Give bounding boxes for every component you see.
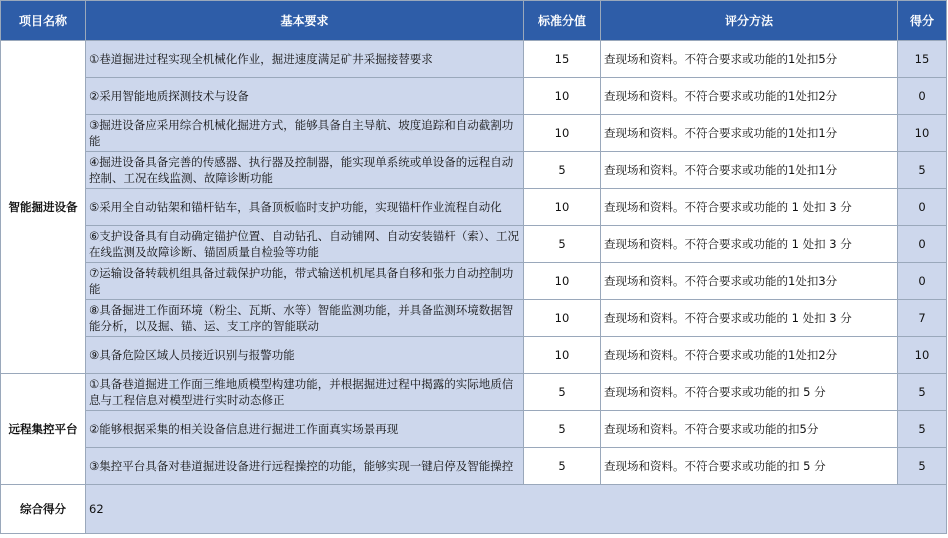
header-basic-requirement: 基本要求: [86, 1, 524, 41]
header-standard-score: 标准分值: [524, 1, 601, 41]
requirement-cell: ③集控平台具备对巷道掘进设备进行远程操控的功能，能够实现一键启停及智能操控: [86, 448, 524, 485]
score-cell: 0: [898, 226, 947, 263]
header-scoring-method: 评分方法: [601, 1, 898, 41]
total-score-label: 综合得分: [1, 485, 86, 534]
table-row: [1, 115, 947, 152]
header-score: 得分: [898, 1, 947, 41]
scoring-method-cell: 查现场和资料。不符合要求或功能的扣 5 分: [601, 374, 898, 411]
score-cell: 5: [898, 411, 947, 448]
standard-score-cell: 10: [524, 300, 601, 337]
requirement-cell: ③掘进设备应采用综合机械化掘进方式，能够具备自主导航、坡度追踪和自动截割功能: [86, 115, 524, 152]
score-cell: 15: [898, 41, 947, 78]
standard-score-cell: 5: [524, 411, 601, 448]
score-cell: 7: [898, 300, 947, 337]
header-row: [1, 1, 947, 41]
score-cell: 5: [898, 152, 947, 189]
requirement-cell: ②采用智能地质探测技术与设备: [86, 78, 524, 115]
standard-score-cell: 10: [524, 263, 601, 300]
total-row: [1, 485, 947, 534]
scoring-method-cell: 查现场和资料。不符合要求或功能的1处扣2分: [601, 78, 898, 115]
table-row: [1, 411, 947, 448]
table-row: [1, 226, 947, 263]
scoring-method-cell: 查现场和资料。不符合要求或功能的1处扣3分: [601, 263, 898, 300]
scoring-method-cell: 查现场和资料。不符合要求或功能的1处扣1分: [601, 152, 898, 189]
table-row: [1, 41, 947, 78]
standard-score-cell: 5: [524, 226, 601, 263]
requirement-cell: ⑥支护设备具有自动确定锚护位置、自动钻孔、自动铺网、自动安装锚杆（索）、工况在线监测及故障诊断、锚固质量自检验等功能: [86, 226, 524, 263]
score-cell: 10: [898, 115, 947, 152]
table-row: [1, 300, 947, 337]
standard-score-cell: 15: [524, 41, 601, 78]
scoring-method-cell: 查现场和资料。不符合要求或功能的1处扣2分: [601, 337, 898, 374]
standard-score-cell: 5: [524, 448, 601, 485]
score-cell: 5: [898, 374, 947, 411]
standard-score-cell: 10: [524, 78, 601, 115]
table-row: [1, 374, 947, 411]
scoring-method-cell: 查现场和资料。不符合要求或功能的1处扣1分: [601, 115, 898, 152]
category-cell: 远程集控平台: [1, 374, 86, 485]
standard-score-cell: 10: [524, 189, 601, 226]
score-cell: 10: [898, 337, 947, 374]
standard-score-cell: 5: [524, 374, 601, 411]
standard-score-cell: 10: [524, 115, 601, 152]
score-cell: 0: [898, 78, 947, 115]
requirement-cell: ⑧具备掘进工作面环境（粉尘、瓦斯、水等）智能监测功能，并具备监测环境数据智能分析，以及掘、锚、运、支工序的智能联动: [86, 300, 524, 337]
table-row: [1, 337, 947, 374]
requirement-cell: ⑤采用全自动钻架和锚杆钻车，具备顶板临时支护功能，实现锚杆作业流程自动化: [86, 189, 524, 226]
score-cell: 0: [898, 189, 947, 226]
score-cell: 5: [898, 448, 947, 485]
table-row: [1, 189, 947, 226]
requirement-cell: ②能够根据采集的相关设备信息进行掘进工作面真实场景再现: [86, 411, 524, 448]
table-row: [1, 152, 947, 189]
requirement-cell: ⑦运输设备转载机组具备过载保护功能，带式输送机机尾具备自移和张力自动控制功能: [86, 263, 524, 300]
scoring-method-cell: 查现场和资料。不符合要求或功能的扣 5 分: [601, 448, 898, 485]
table-row: [1, 448, 947, 485]
scoring-method-cell: 查现场和资料。不符合要求或功能的 1 处扣 3 分: [601, 226, 898, 263]
total-score-value: 62: [86, 485, 947, 534]
requirement-cell: ④掘进设备具备完善的传感器、执行器及控制器，能实现单系统或单设备的远程自动控制、工况在线监测、故障诊断功能: [86, 152, 524, 189]
standard-score-cell: 5: [524, 152, 601, 189]
requirement-cell: ①巷道掘进过程实现全机械化作业，掘进速度满足矿井采掘接替要求: [86, 41, 524, 78]
table-row: [1, 263, 947, 300]
standard-score-cell: 10: [524, 337, 601, 374]
category-cell: 智能掘进设备: [1, 41, 86, 374]
scoring-method-cell: 查现场和资料。不符合要求或功能的 1 处扣 3 分: [601, 189, 898, 226]
scoring-method-cell: 查现场和资料。不符合要求或功能的 1 处扣 3 分: [601, 300, 898, 337]
scoring-method-cell: 查现场和资料。不符合要求或功能的扣5分: [601, 411, 898, 448]
scoring-method-cell: 查现场和资料。不符合要求或功能的1处扣5分: [601, 41, 898, 78]
score-cell: 0: [898, 263, 947, 300]
requirement-cell: ①具备巷道掘进工作面三维地质模型构建功能，并根据掘进过程中揭露的实际地质信息与工程信息对模型进行实时动态修正: [86, 374, 524, 411]
requirement-cell: ⑨具备危险区域人员接近识别与报警功能: [86, 337, 524, 374]
header-item-name: 项目名称: [1, 1, 86, 41]
table-row: [1, 78, 947, 115]
